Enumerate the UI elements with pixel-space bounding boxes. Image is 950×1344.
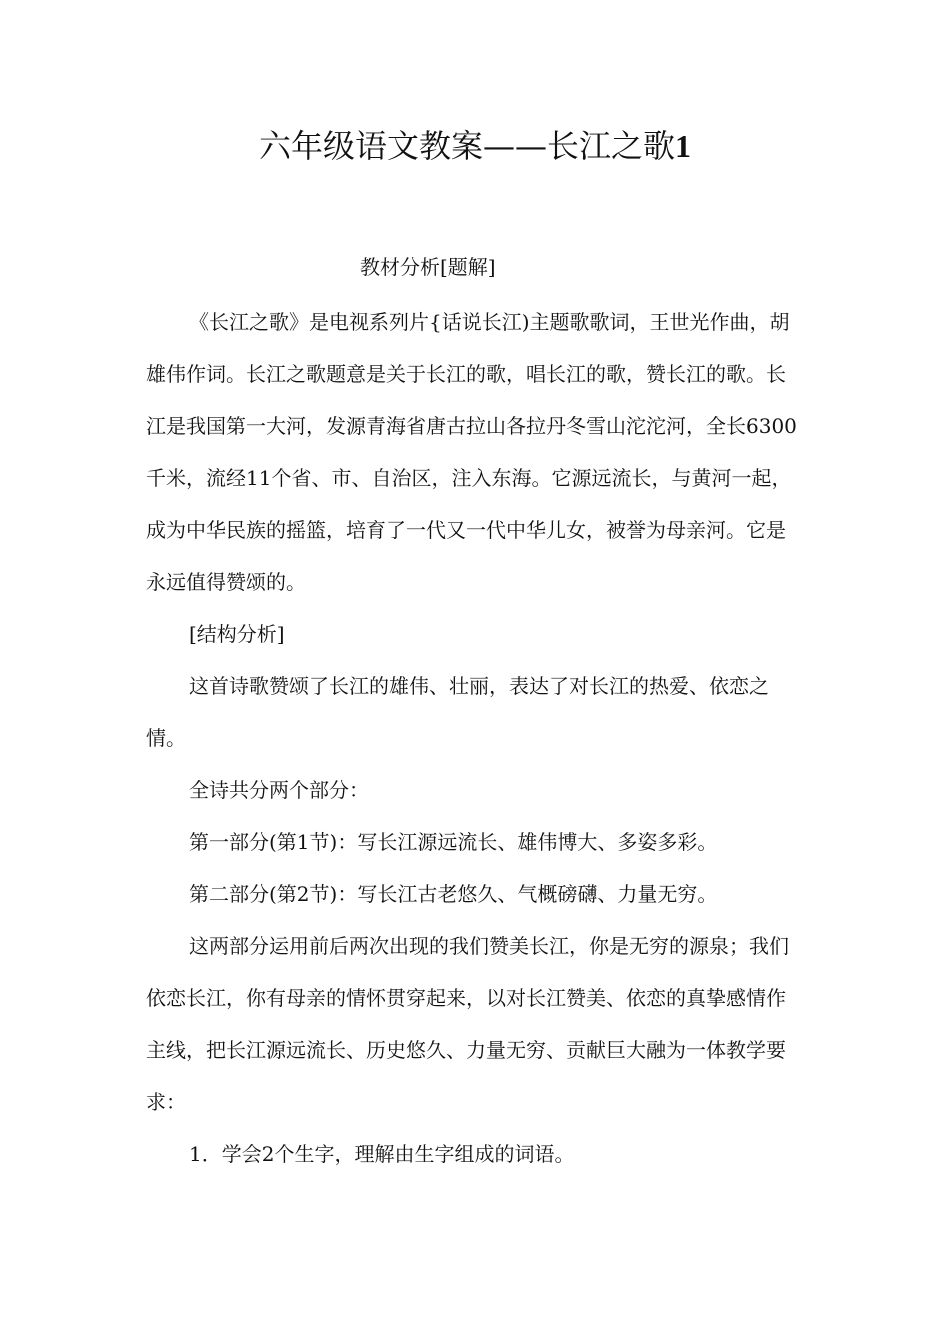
paragraph-theme: 这首诗歌赞颂了长江的雄伟、壮丽，表达了对长江的热爱、依恋之情。 <box>146 674 769 750</box>
section-heading: 教材分析[题解] <box>360 255 496 279</box>
title-text: 六年级语文教案——长江之歌 <box>258 127 675 165</box>
document-title <box>0 122 950 170</box>
paragraph-main-thread: 这两部分运用前后两次出现的我们赞美长江，你是无穷的源泉；我们依恋长江，你有母亲的情怀贯穿起来，以对长江赞美、依恋的真挚感情作主线，把长江源远流长、历史悠久、力量无穷、贡献巨大融为一体教学要求： <box>146 934 789 1114</box>
document-body <box>146 296 802 1180</box>
paragraph-intro: 《长江之歌》是电视系列片{话说长江)主题歌歌词，王世光作曲，胡雄伟作词。长江之歌题意是关于长江的歌，唱长江的歌，赞长江的歌。长江是我国第一大河，发源青海省唐古拉山各拉丹冬雪山沱沱河，全长6300千米，流经11个省、市、自治区，注入东海。它源远流长，与黄河一起，成为中华民族的摇篮，培育了一代又一代中华儿女，被誉为母亲河。它是永远值得赞颂的。 <box>146 310 797 594</box>
paragraph-parts-intro: 全诗共分两个部分： <box>189 778 369 802</box>
paragraph-requirement-1: 1．学会2个生字，理解由生字组成的词语。 <box>189 1142 575 1166</box>
paragraph-part-two: 第二部分(第2节)：写长江古老悠久、气概磅礴、力量无穷。 <box>189 882 718 906</box>
paragraph-part-one: 第一部分(第1节)：写长江源远流长、雄伟博大、多姿多彩。 <box>189 830 718 854</box>
paragraph-structure-heading: [结构分析] <box>189 622 285 646</box>
title-number: 1 <box>675 128 691 164</box>
